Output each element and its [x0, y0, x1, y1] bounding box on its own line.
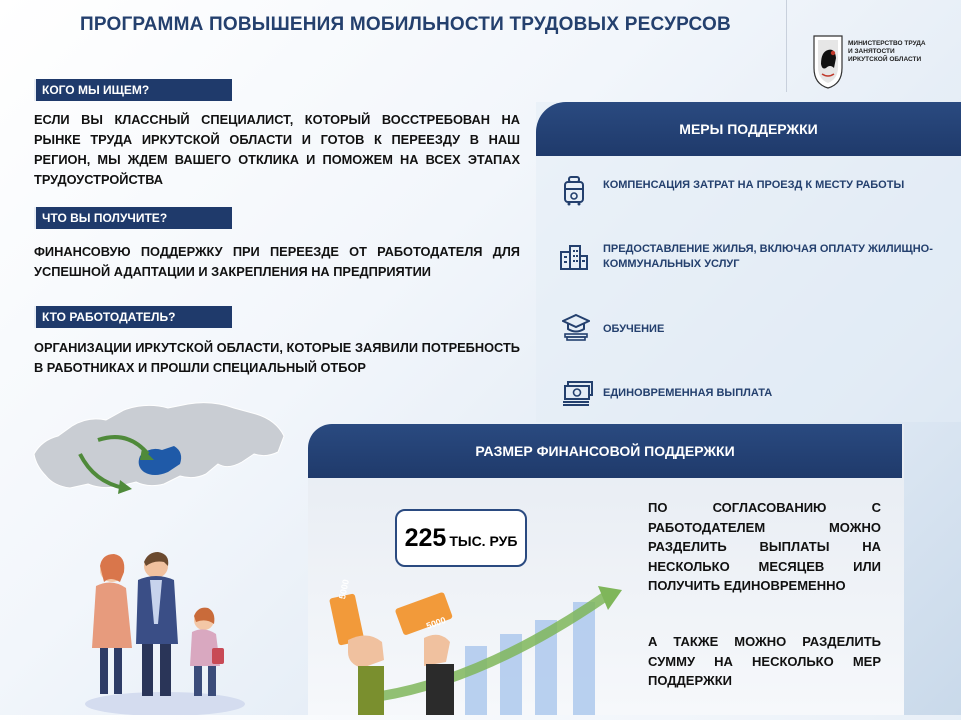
section-text-who-we-seek: ЕСЛИ ВЫ КЛАССНЫЙ СПЕЦИАЛИСТ, КОТОРЫЙ ВОССТРЕБОВАН НА РЫНКЕ ТРУДА ИРКУТСКОЙ ОБЛАСТИ И ГОТОВ К ПЕРЕЕЗДУ В НАШ РЕГИОН, МЫ ЖДЕМ ВАШЕГО ОТКЛИКА И ПОМОЖЕМ НА ВСЕХ ЭТАПАХ ТРУДОУСТРОЙСТВА [34, 112, 520, 187]
ministry-name: МИНИСТЕРСТВО ТРУДА И ЗАНЯТОСТИ ИРКУТСКОЙ ОБЛАСТИ [848, 40, 926, 63]
banknote-left-value: 5000 [337, 578, 351, 601]
russia-map [28, 396, 290, 506]
measures-title: МЕРЫ ПОДДЕРЖКИ [536, 102, 961, 156]
banknote-right-value: 5000 [424, 614, 448, 632]
finance-title: РАЗМЕР ФИНАНСОВОЙ ПОДДЕРЖКИ [308, 424, 902, 478]
section-label-employer: КТО РАБОТОДАТЕЛЬ? [34, 306, 232, 328]
finance-note-split: А ТАКЖЕ МОЖНО РАЗДЕЛИТЬ СУММУ НА НЕСКОЛЬКО МЕР ПОДДЕРЖКИ [648, 634, 881, 688]
family-illustration [80, 540, 250, 715]
ministry-emblem-icon [812, 34, 844, 90]
section-text-what-you-get: ФИНАНСОВУЮ ПОДДЕРЖКУ ПРИ ПЕРЕЕЗДЕ ОТ РАБОТОДАТЕЛЯ ДЛЯ УСПЕШНОЙ АДАПТАЦИИ И ЗАКРЕПЛЕНИЯ НА ПРЕДПРИЯТИИ [34, 244, 520, 279]
buildings-icon [559, 244, 587, 272]
growth-illustration [328, 580, 628, 715]
measure-item-training: ОБУЧЕНИЕ [603, 323, 665, 335]
header-divider [786, 0, 787, 92]
section-label-who-we-seek: КОГО МЫ ИЩЕМ? [34, 79, 232, 101]
page-title: ПРОГРАММА ПОВЫШЕНИЯ МОБИЛЬНОСТИ ТРУДОВЫХ РЕСУРСОВ [80, 14, 731, 35]
measure-item-housing: ПРЕДОСТАВЛЕНИЕ ЖИЛЬЯ, ВКЛЮЧАЯ ОПЛАТУ ЖИЛИЩНО-КОММУНАЛЬНЫХ УСЛУГ [603, 243, 933, 270]
luggage-icon [560, 176, 588, 204]
measure-item-travel: КОМПЕНСАЦИЯ ЗАТРАТ НА ПРОЕЗД К МЕСТУ РАБОТЫ [603, 179, 905, 191]
amount-value: 225 [404, 524, 447, 552]
measure-item-payment: ЕДИНОВРЕМЕННАЯ ВЫПЛАТА [603, 387, 773, 399]
section-label-what-you-get: ЧТО ВЫ ПОЛУЧИТЕ? [34, 207, 232, 229]
finance-note-installments: ПО СОГЛАСОВАНИЮ С РАБОТОДАТЕЛЕМ МОЖНО РАЗДЕЛИТЬ ВЫПЛАТЫ НА НЕСКОЛЬКО МЕСЯЦЕВ ИЛИ ПОЛУЧИТЬ ЕДИНОВРЕМЕННО [648, 500, 881, 593]
section-text-employer: ОРГАНИЗАЦИИ ИРКУТСКОЙ ОБЛАСТИ, КОТОРЫЕ ЗАЯВИЛИ ПОТРЕБНОСТЬ В РАБОТНИКАХ И ПРОШЛИ СПЕЦИАЛЬНЫЙ ОТБОР [34, 340, 520, 375]
graduation-icon [562, 313, 590, 341]
amount-currency: ТЫС. РУБ [449, 533, 518, 549]
money-icon [562, 380, 590, 408]
amount-box [395, 509, 527, 567]
